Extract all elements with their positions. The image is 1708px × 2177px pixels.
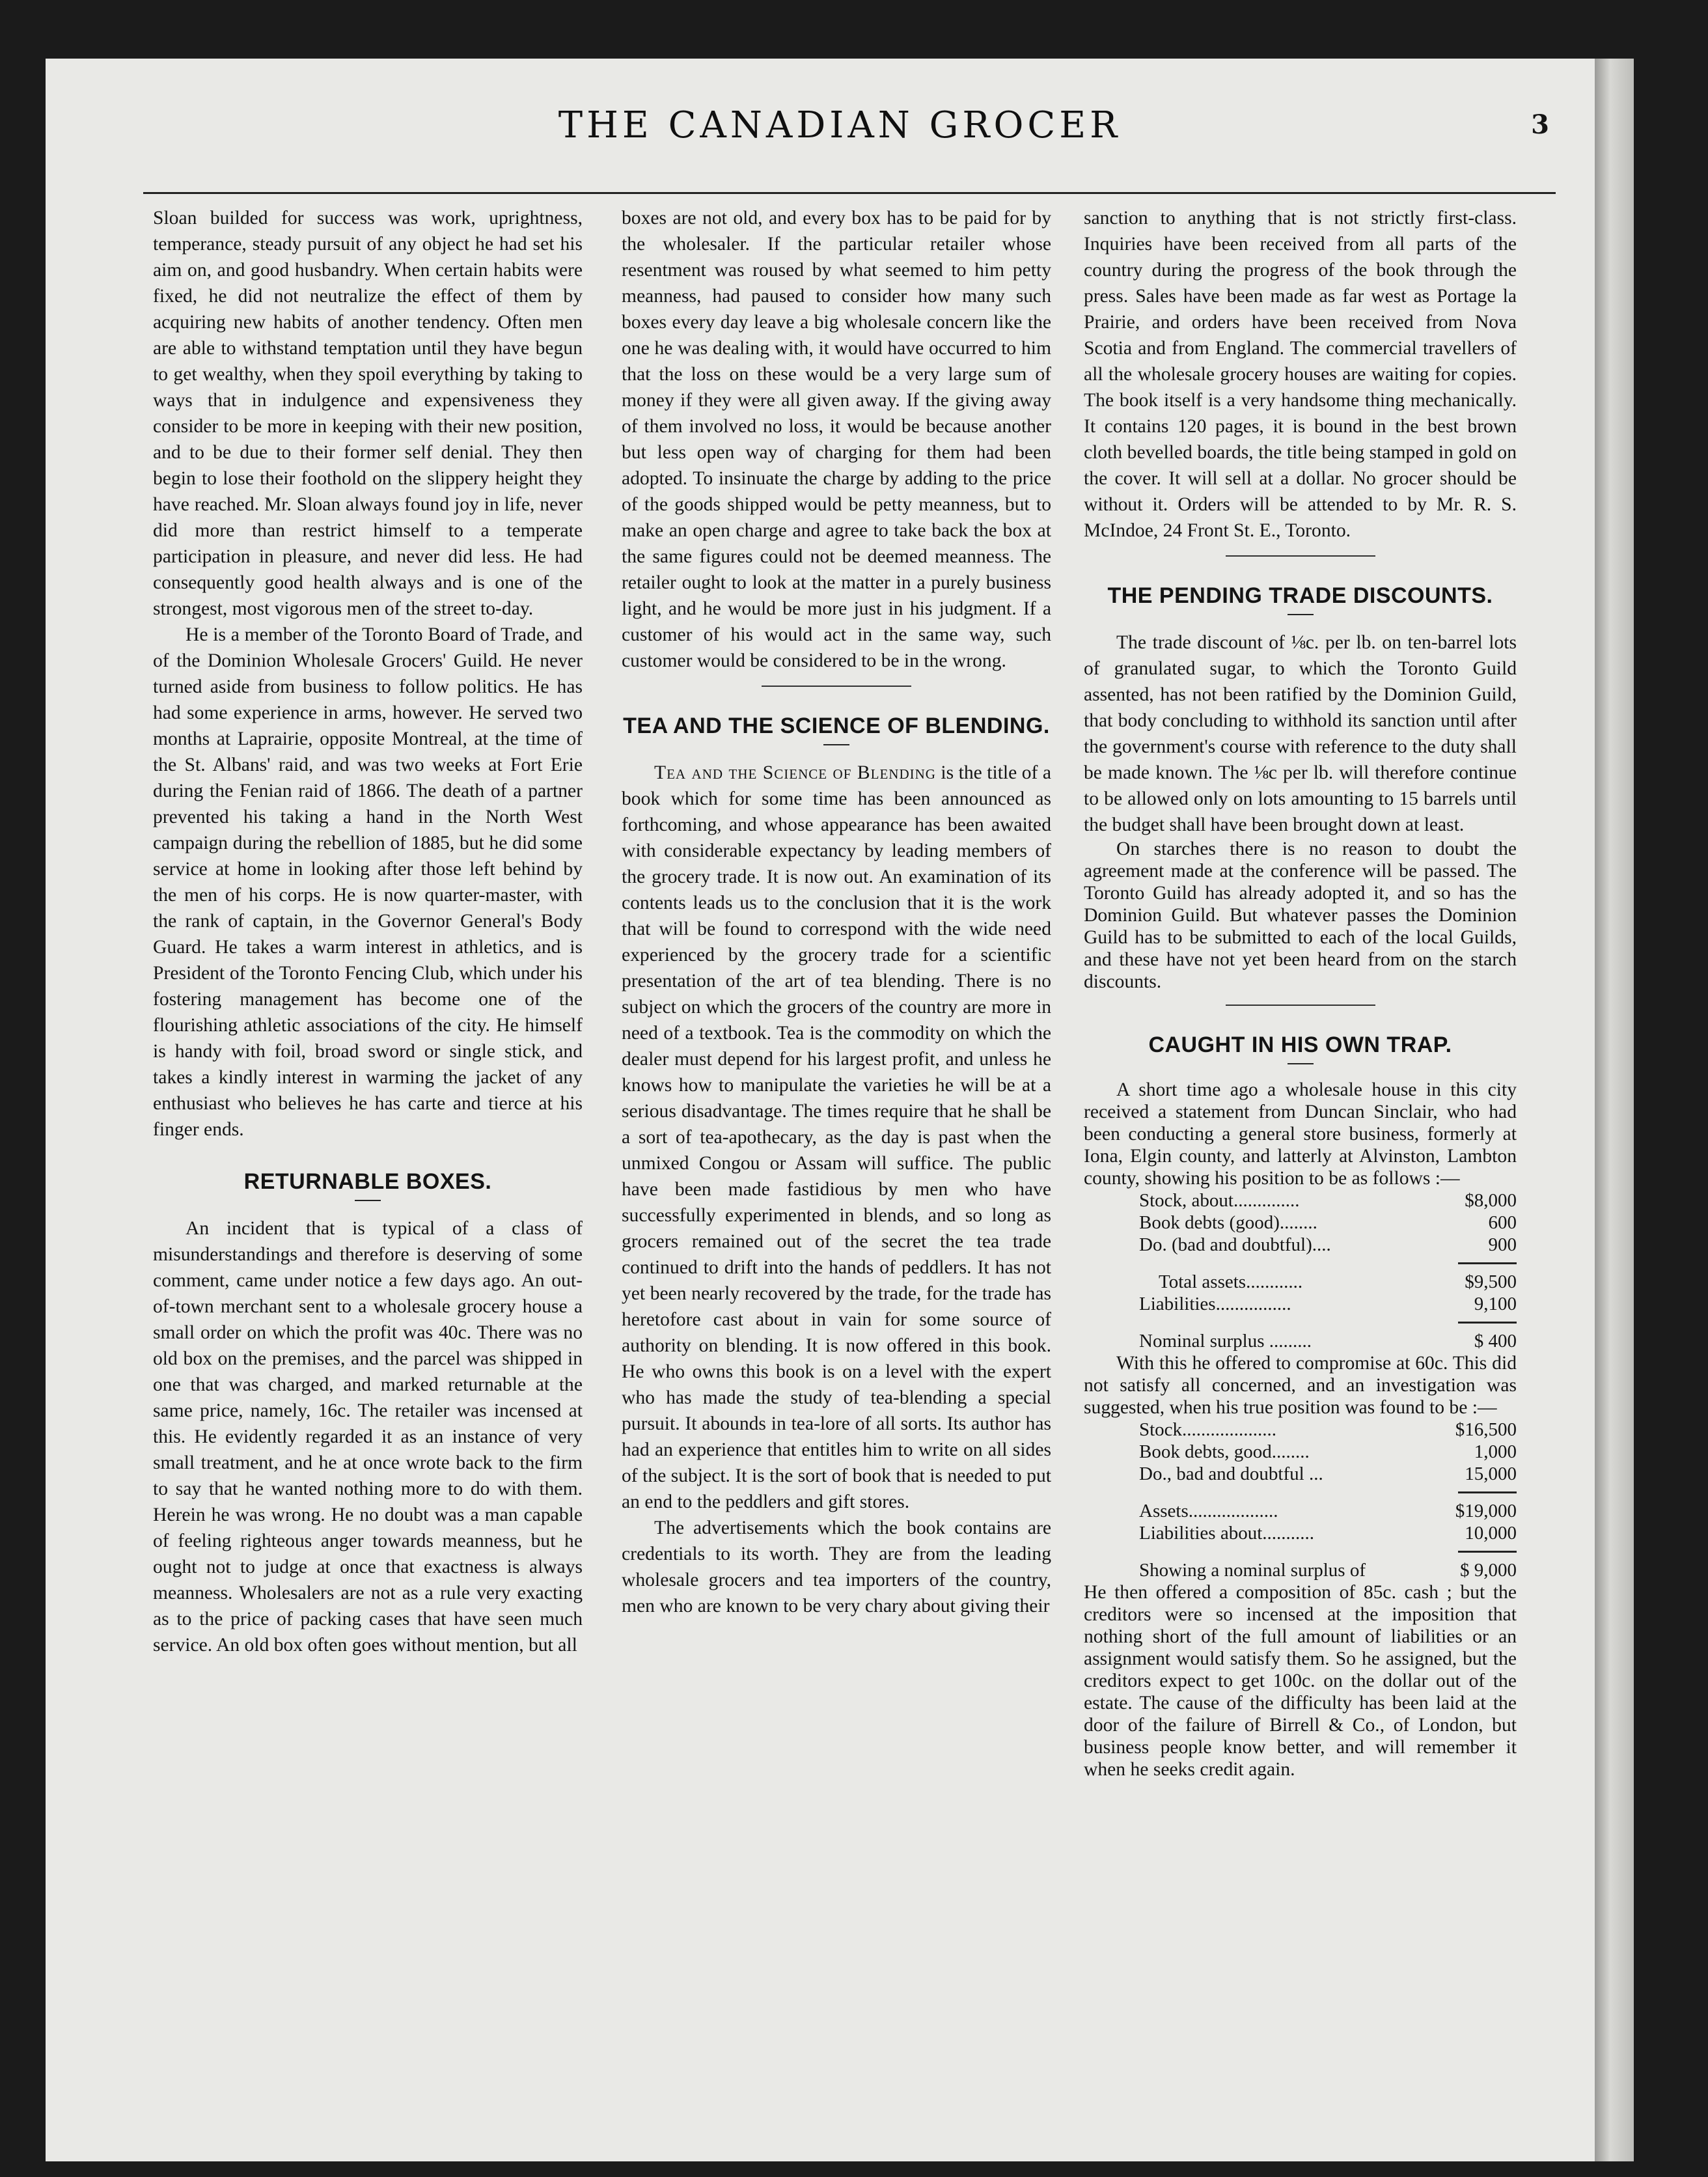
stmt-amount: 1,000 — [1474, 1441, 1517, 1462]
heading-dash — [1288, 614, 1314, 615]
column-2 — [622, 205, 1051, 1619]
section-divider — [1226, 555, 1375, 557]
heading-caught-trap: CAUGHT IN HIS OWN TRAP. — [1148, 1033, 1452, 1057]
book-title-lead: Tea and the Science of Blending — [654, 762, 936, 783]
heading-dash — [1288, 1063, 1314, 1064]
stmt-label: Liabilities................ — [1139, 1294, 1291, 1314]
stmt-amount: $9,500 — [1465, 1271, 1517, 1292]
heading-pending-discounts: THE PENDING TRADE DISCOUNTS. — [1107, 583, 1493, 608]
article-paragraph: He then offered a composition of 85c. cash ; but the creditors were so incensed at the imposition that nothing short of the full amount of liabilities or an assignment would satisfy them. So he assigned, but the creditors expect to get 100c. on the dollar out of the estate. The cause of the difficulty has been laid at the door of the failure of Birrell & Co., of London, but business people know better, and will remember it when he seeks credit again. — [1084, 1582, 1517, 1780]
article-paragraph: An incident that is typical of a class of misunderstandings and therefore is deserving of some comment, came under notice a few days ago. An out-of-town merchant sent to a wholesale grocery house a small order on which the profit was 40c. There was no old box on the premises, and the parcel was shipped in one that was charged, and marked returnable at the same price, namely, 16c. The retailer was incensed at this. He evidently regarded it as an instance of very small treatment, and he at once wrote back to the firm to say that he wanted nothing more to do with them. Herein he was wrong. He no doubt was a man capable of feeling righteous anger towards meanness, but he ought not to judge at once that exactness is always meanness. Wholesalers are not as a rule very exacting as to the price of packing cases that have seen much service. An old box often goes without mention, but all — [153, 1218, 583, 1656]
stmt-label: Total assets............ — [1159, 1271, 1303, 1292]
column-1 — [153, 205, 583, 1658]
stmt-amount: 10,000 — [1465, 1523, 1517, 1544]
stmt-amount: $19,000 — [1455, 1501, 1517, 1521]
stmt-label: Liabilities about........... — [1139, 1523, 1315, 1544]
article-paragraph: The trade discount of ⅛c. per lb. on ten-barrel lots of granulated sugar, to which the Toronto Guild assented, has not been ratified by the Dominion Guild, that body concluding to withhold its sanction until after the government's course with reference to the duty shall be made known. The ⅛c per lb. will therefore continue to be allowed only on lots amounting to 15 barrels until the budget shall have been brought down at least. — [1084, 632, 1517, 835]
article-paragraph: sanction to anything that is not strictly first-class. Inquiries have been received from all parts of the country during the progress of the book through the press. Sales have been made as far west as Portage la Prairie, and orders have been received from Nova Scotia and from England. The commercial travellers of all the wholesale grocery houses are waiting for copies. The book itself is a very handsome thing mechanically. It contains 120 pages, it is bound in the best brown cloth bevelled boards, the title being stamped in gold on the cover. It will sell at a dollar. No grocer should be without it. Orders will be attended to by Mr. R. S. McIndoe, 24 Front St. E., Toronto. — [1084, 208, 1517, 541]
masthead-title: THE CANADIAN GROCER — [558, 104, 1122, 146]
stmt-amount: 900 — [1488, 1234, 1517, 1255]
stmt-amount: $ 400 — [1474, 1331, 1517, 1352]
stmt-label: Assets................... — [1139, 1501, 1278, 1521]
heading-returnable-boxes: RETURNABLE BOXES. — [243, 1169, 492, 1194]
article-paragraph: Sloan builded for success was work, uprightness, temperance, steady pursuit of any object he had set his aim on, and good husbandry. When certain habits were fixed, he did not neutralize the effect of them by acquiring new habits of another tendency. Often men are able to withstand temptation until they have begun to get wealthy, when they spoil everything by taking to ways that in indulgence and expensiveness they consider to be more in keeping with their new position, and to be due to their former self denial. They then begin to lose their foothold on the slippery height they have reached. Mr. Sloan always found joy in life, never did more than restrict himself to a temperate participation in pleasure, and never did less. He had consequently good health always and is one of the strongest, most vigorous men of the street to-day. — [153, 208, 583, 619]
stmt-amount: 600 — [1488, 1212, 1517, 1233]
stmt-amount: $16,500 — [1455, 1419, 1517, 1440]
article-paragraph: boxes are not old, and every box has to be paid for by the wholesaler. If the particular retailer whose resentment was roused by what seemed to him petty meanness, had paused to consider how many such boxes every day leave a big wholesale concern like the one he was dealing with, it would have occurred to him that the loss on these would be a very large sum of money if they were all given away. If the giving away of them involved no loss, it would be because another but less open way of charging for them had been adopted. To insinuate the charge by adding to the price of the goods shipped would be petty meanness, but to make an open charge and agree to take back the box at the same figures could not be deemed meanness. The retailer ought to look at the matter in a purely business light, and he would be more just in his judgment. If a customer of his would act in the same way, such customer would be considered to be in the wrong. — [622, 208, 1051, 671]
heading-dash — [823, 744, 849, 745]
article-paragraph: A short time ago a wholesale house in this city received a statement from Duncan Sinclair, who had been conducting a general store business, formerly at Iona, Elgin county, and latterly at Alvinston, Lambton county, showing his position to be as follows :— — [1084, 1079, 1517, 1189]
binding-spine — [1595, 59, 1634, 2161]
stmt-label: Do. (bad and doubtful).... — [1139, 1234, 1331, 1255]
stmt-amount: 15,000 — [1465, 1463, 1517, 1484]
stmt-amount: $ 9,000 — [1460, 1560, 1517, 1581]
stmt-amount: $8,000 — [1465, 1190, 1517, 1211]
stmt-label: Book debts (good)........ — [1139, 1212, 1317, 1233]
sum-rule — [1458, 1262, 1517, 1264]
sum-rule — [1458, 1551, 1517, 1553]
article-paragraph: On starches there is no reason to doubt the agreement made at the conference will be passed. The Toronto Guild has already adopted it, and so has the Dominion Guild. But whatever passes the Dominion Guild has to be submitted to each of the local Guilds, and these have not yet been heard from on the starch discounts. — [1084, 839, 1517, 992]
header-rule — [143, 192, 1556, 194]
stmt-label: Stock, about.............. — [1139, 1190, 1300, 1211]
sum-rule — [1458, 1322, 1517, 1324]
column-3 — [1084, 205, 1517, 1781]
heading-tea-blending: TEA AND THE SCIENCE OF BLENDING. — [623, 714, 1050, 738]
article-paragraph: With this he offered to compromise at 60c. This did not satisfy all concerned, and an investigation was suggested, when his true position was found to be :— — [1084, 1353, 1517, 1418]
stmt-label: Showing a nominal surplus of — [1139, 1560, 1366, 1581]
stmt-label: Do., bad and doubtful ... — [1139, 1463, 1323, 1484]
article-paragraph: The advertisements which the book contains are credentials to its worth. They are from the leading wholesale grocers and tea importers of the country, men who are known to be very chary about giving their — [622, 1518, 1051, 1616]
sum-rule — [1458, 1491, 1517, 1493]
article-paragraph: He is a member of the Toronto Board of Trade, and of the Dominion Wholesale Grocers' Guild. He never turned aside from business to follow politics. He has had some experience in arms, however. He served two months at Laprairie, opposite Montreal, at the time of the St. Albans' raid, and was two weeks at Fort Erie during the Fenian raid of 1866. The death of a partner prevented his taking a hand in the North West campaign during the rebellion of 1885, but he did some service at home in looking after those left behind by the men of his corps. He is now quarter-master, with the rank of captain, in the Governor General's Body Guard. He takes a warm interest in athletics, and is President of the Toronto Fencing Club, which under his fostering management has become one of the flourishing athletic associations of the city. He himself is handy with foil, broad sword or single stick, and takes a kindly interest in warming the jacket of any enthusiast who believes he has carte and tierce at his finger ends. — [153, 624, 583, 1140]
stmt-amount: 9,100 — [1474, 1294, 1517, 1314]
stmt-label: Nominal surplus ......... — [1139, 1331, 1312, 1352]
paragraph-body: is the title of a book which for some time has been announced as forthcoming, and whose appearance has been awaited with considerable expectancy by leading members of the grocery trade. It is now out. An examination of its contents leads us to the conclusion that it is the work that will be found to correspond with the wide need experienced by the grocery trade for a scientific presentation of the art of tea blending. There is no subject on which the grocers of the country are more in need of a textbook. Tea is the commodity on which the dealer must depend for his largest profit, and unless he knows how to manipulate the varieties he will be at a serious disadvantage. The times require that he shall be a sort of tea-apothecary, as the day is past when the unmixed Congou or Assam will suffice. The public have been made fastidious by men who have successfully experimented in blends, and so long as grocers remained out of the secret the tea trade continued to drift into the hands of peddlers. It has not yet been nearly recovered by the trade, for the trade has heretofore cast about in vain for some source of authority on blending. It is now offered in this book. He who owns this book is on a level with the expert who has made the study of tea-blending a special pursuit. It abounds in tea-lore of all sorts. Its author has had an experience that entitles him to write on all sides of the subject. It is the sort of book that is needed to put an end to the peddlers and gift stores. — [622, 762, 1052, 1512]
section-divider — [1226, 1005, 1375, 1006]
page-header — [46, 104, 1634, 156]
section-divider — [762, 686, 911, 687]
heading-dash — [355, 1200, 381, 1201]
stmt-label: Book debts, good........ — [1139, 1441, 1310, 1462]
article-paragraph — [622, 760, 1051, 1515]
stmt-label: Stock.................... — [1139, 1419, 1277, 1440]
statement-claimed — [1139, 1189, 1517, 1352]
newspaper-page — [46, 59, 1634, 2161]
page-number: 3 — [1531, 109, 1549, 140]
statement-actual — [1139, 1419, 1517, 1581]
